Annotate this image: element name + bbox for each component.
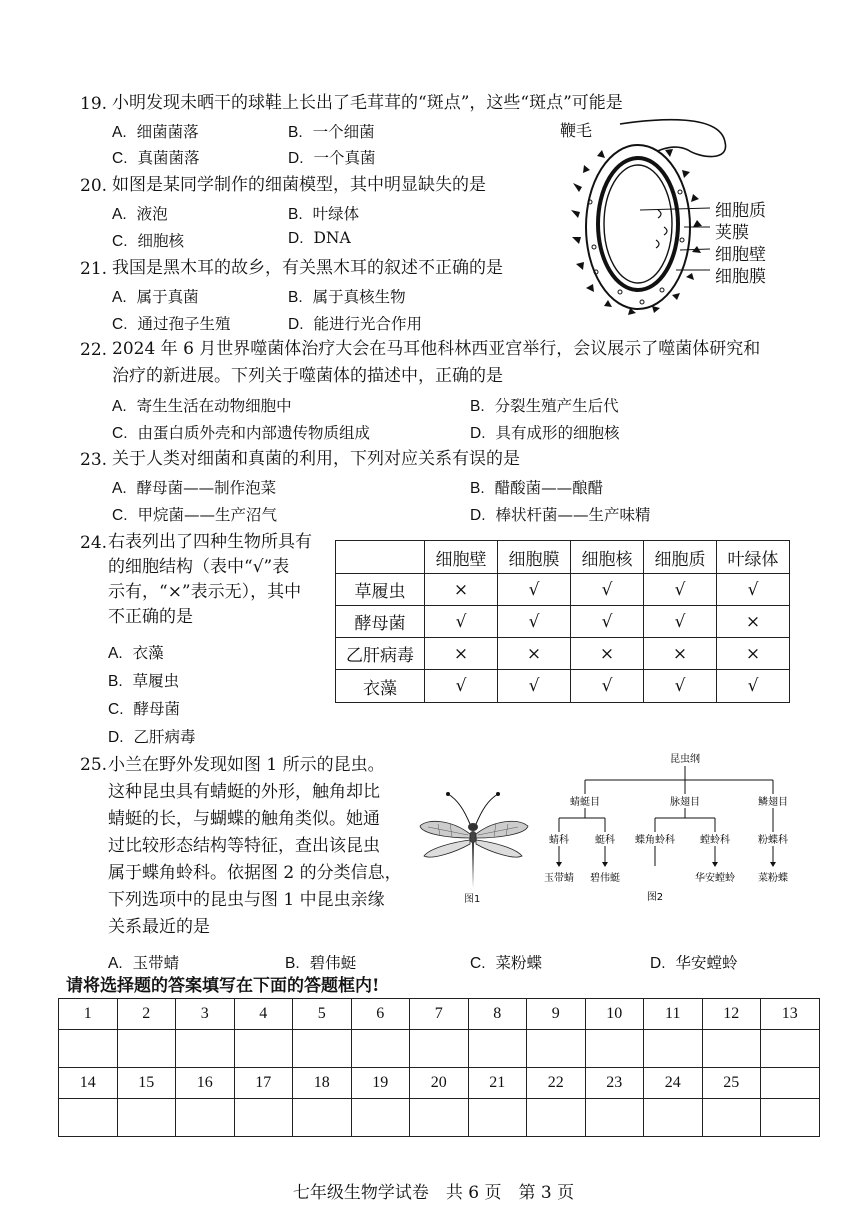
answer-number: 14 bbox=[59, 1068, 118, 1099]
table-header-cell bbox=[336, 541, 425, 574]
classification-tree-diagram bbox=[535, 750, 805, 905]
q19-number: 19. bbox=[80, 94, 108, 114]
answer-number: 24 bbox=[644, 1068, 703, 1099]
q23-option-d: D. 棒状杆菌——生产味精 bbox=[470, 506, 651, 524]
tree-family: 螳蛉科 bbox=[700, 835, 730, 846]
cytoplasm-label: 细胞质 bbox=[715, 201, 766, 221]
q22-text-line1: 2024 年 6 月世界噬菌体治疗大会在马耳他科林西亚宫举行，会议展示了噬菌体研究和 bbox=[112, 339, 761, 359]
q21-number: 21. bbox=[80, 259, 108, 279]
q20-option-c: C. 细胞核 bbox=[112, 232, 185, 250]
tree-species: 碧伟蜓 bbox=[590, 873, 620, 884]
answer-cell[interactable] bbox=[527, 1099, 586, 1137]
q22-text-line2: 治疗的新进展。下列关于噬菌体的描述中，正确的是 bbox=[112, 366, 503, 386]
tree-family: 蜓科 bbox=[595, 835, 615, 846]
answer-number bbox=[761, 1068, 820, 1099]
answer-cell[interactable] bbox=[527, 1030, 586, 1068]
answer-number: 7 bbox=[410, 999, 469, 1030]
q21-option-c: C. 通过孢子生殖 bbox=[112, 315, 231, 333]
q21-option-d: D. 能进行光合作用 bbox=[288, 315, 423, 333]
tree-root: 昆虫纲 bbox=[670, 754, 700, 765]
q22-option-b: B. 分裂生殖产生后代 bbox=[470, 397, 619, 415]
table-cell: 草履虫 bbox=[336, 574, 425, 606]
answer-cell[interactable] bbox=[117, 1030, 176, 1068]
table-cell: √ bbox=[498, 606, 571, 638]
cell-membrane-label: 细胞膜 bbox=[715, 267, 766, 287]
table-row bbox=[336, 606, 790, 638]
bacteria-diagram bbox=[560, 112, 790, 322]
answer-cell[interactable] bbox=[59, 1030, 118, 1068]
q19-option-a: A. 细菌菌落 bbox=[112, 123, 199, 141]
answer-cell[interactable] bbox=[351, 1030, 410, 1068]
q22-option-d: D. 具有成形的细胞核 bbox=[470, 424, 620, 442]
answer-cell[interactable] bbox=[234, 1099, 293, 1137]
answer-cell[interactable] bbox=[761, 1030, 820, 1068]
table-cell: √ bbox=[644, 574, 717, 606]
tree-order: 鳞翅目 bbox=[758, 797, 788, 808]
answer-number: 2 bbox=[117, 999, 176, 1030]
answer-number: 11 bbox=[644, 999, 703, 1030]
table-cell: √ bbox=[644, 606, 717, 638]
q23-option-c: C. 甲烷菌——生产沼气 bbox=[112, 506, 278, 524]
table-row bbox=[336, 574, 790, 606]
q19-option-c: C. 真菌菌落 bbox=[112, 149, 200, 167]
capsule-label: 荚膜 bbox=[715, 223, 749, 243]
answer-cell[interactable] bbox=[702, 1099, 761, 1137]
answer-grid bbox=[58, 998, 820, 1137]
q22-number: 22. bbox=[80, 340, 108, 360]
answer-cell[interactable] bbox=[410, 1099, 469, 1137]
q24-option-a: A. 衣藻 bbox=[108, 644, 164, 662]
answer-blank-row bbox=[59, 1099, 820, 1137]
answer-number: 23 bbox=[585, 1068, 644, 1099]
q20-option-a: A. 液泡 bbox=[112, 205, 168, 223]
answer-number: 13 bbox=[761, 999, 820, 1030]
answer-number: 3 bbox=[176, 999, 235, 1030]
flagellum-label: 鞭毛 bbox=[560, 121, 593, 140]
tree-species: 华安螳蛉 bbox=[695, 873, 735, 884]
table-cell: √ bbox=[498, 670, 571, 703]
cell-structure-table bbox=[335, 540, 790, 703]
table-cell: √ bbox=[425, 606, 498, 638]
table-header-cell: 细胞壁 bbox=[425, 541, 498, 574]
q25-option-b: B. 碧伟蜓 bbox=[285, 954, 357, 972]
table-cell: × bbox=[717, 606, 790, 638]
answer-number: 6 bbox=[351, 999, 410, 1030]
answer-number: 18 bbox=[293, 1068, 352, 1099]
figure-1-caption: 图1 bbox=[464, 894, 481, 905]
table-cell: 酵母菌 bbox=[336, 606, 425, 638]
table-header-row bbox=[336, 541, 790, 574]
q25-option-a: A. 玉带蜻 bbox=[108, 954, 180, 972]
table-cell: √ bbox=[571, 574, 644, 606]
q23-option-b: B. 醋酸菌——酿醋 bbox=[470, 479, 604, 497]
answer-cell[interactable] bbox=[234, 1030, 293, 1068]
answer-number: 4 bbox=[234, 999, 293, 1030]
table-cell: √ bbox=[425, 670, 498, 703]
answer-cell[interactable] bbox=[176, 1030, 235, 1068]
answer-number: 25 bbox=[702, 1068, 761, 1099]
table-cell: × bbox=[717, 638, 790, 670]
answer-cell[interactable] bbox=[468, 1030, 527, 1068]
answer-number: 12 bbox=[702, 999, 761, 1030]
q24-text: 右表列出了四种生物所具有 的细胞结构（表中“√”表 示有，“×”表示无），其中 不正确的是 bbox=[108, 532, 312, 627]
q22-option-a: A. 寄生生活在动物细胞中 bbox=[112, 397, 292, 415]
q23-text: 关于人类对细菌和真菌的利用，下列对应关系有误的是 bbox=[112, 449, 520, 469]
answer-number: 20 bbox=[410, 1068, 469, 1099]
figure-2-classification-tree bbox=[535, 750, 805, 905]
tree-species: 菜粉蝶 bbox=[758, 873, 788, 884]
answer-cell[interactable] bbox=[468, 1099, 527, 1137]
answer-number: 17 bbox=[234, 1068, 293, 1099]
answer-number: 16 bbox=[176, 1068, 235, 1099]
table-cell: √ bbox=[498, 574, 571, 606]
antlion-insect-icon bbox=[418, 790, 530, 890]
table-header-cell: 细胞质 bbox=[644, 541, 717, 574]
table-row bbox=[336, 638, 790, 670]
answer-number: 22 bbox=[527, 1068, 586, 1099]
table-cell: 乙肝病毒 bbox=[336, 638, 425, 670]
figure-2-caption: 图2 bbox=[646, 892, 664, 903]
q19-option-b: B. 一个细菌 bbox=[288, 123, 375, 141]
table-row bbox=[336, 670, 790, 703]
table-cell: × bbox=[425, 574, 498, 606]
table-cell: √ bbox=[571, 670, 644, 703]
tree-family: 蜻科 bbox=[549, 835, 569, 846]
q21-option-a: A. 属于真菌 bbox=[112, 288, 199, 306]
answer-cell[interactable] bbox=[293, 1030, 352, 1068]
q24-option-d: D. 乙肝病毒 bbox=[108, 728, 196, 746]
answer-number: 5 bbox=[293, 999, 352, 1030]
answer-cell[interactable] bbox=[176, 1099, 235, 1137]
q23-number: 23. bbox=[80, 450, 108, 470]
q21-text: 我国是黑木耳的故乡，有关黑木耳的叙述不正确的是 bbox=[112, 258, 503, 278]
page-footer: 七年级生物学试卷 共 6 页 第 3 页 bbox=[292, 1183, 575, 1203]
table-cell: √ bbox=[717, 670, 790, 703]
answer-instruction: 请将选择题的答案填写在下面的答题框内! bbox=[66, 976, 380, 996]
answer-number: 8 bbox=[468, 999, 527, 1030]
q25-text: 小兰在野外发现如图 1 所示的昆虫。 这种昆虫具有蜻蜓的外形，触角却比 蜻蜓的长，与蝴蝶的触角类似。她通 过比较形态结构等特征，查出该昆虫 属于蝶角蛉科。依据图 2 的分类信息， 下列选项中的昆虫与图 1 中昆虫亲缘 关系最近的是 bbox=[108, 755, 402, 937]
q20-number: 20. bbox=[80, 176, 108, 196]
answer-number: 19 bbox=[351, 1068, 410, 1099]
answer-cell[interactable] bbox=[117, 1099, 176, 1137]
answer-cell[interactable] bbox=[410, 1030, 469, 1068]
answer-cell[interactable] bbox=[702, 1030, 761, 1068]
table-cell: × bbox=[644, 638, 717, 670]
q21-option-b: B. 属于真核生物 bbox=[288, 288, 406, 306]
cell-wall-label: 细胞壁 bbox=[715, 245, 766, 265]
table-header-cell: 细胞膜 bbox=[498, 541, 571, 574]
table-cell: √ bbox=[644, 670, 717, 703]
answer-number-row bbox=[59, 999, 820, 1030]
tree-order: 脉翅目 bbox=[670, 797, 700, 808]
figure-1-insect bbox=[418, 790, 530, 910]
table-cell: √ bbox=[717, 574, 790, 606]
answer-blank-row bbox=[59, 1030, 820, 1068]
tree-family: 粉蝶科 bbox=[758, 835, 788, 846]
tree-family: 蝶角蛉科 bbox=[635, 835, 675, 846]
table-cell: × bbox=[571, 638, 644, 670]
tree-order: 蜻蜓目 bbox=[570, 797, 600, 808]
answer-number: 9 bbox=[527, 999, 586, 1030]
answer-cell[interactable] bbox=[644, 1030, 703, 1068]
table-header-cell: 细胞核 bbox=[571, 541, 644, 574]
answer-number: 21 bbox=[468, 1068, 527, 1099]
answer-number: 1 bbox=[59, 999, 118, 1030]
q20-option-b: B. 叶绿体 bbox=[288, 205, 360, 223]
q25-option-c: C. 菜粉蝶 bbox=[470, 954, 543, 972]
table-cell: × bbox=[498, 638, 571, 670]
q25-option-d: D. 华安螳蛉 bbox=[650, 954, 738, 972]
q25-number: 25. bbox=[80, 755, 108, 775]
answer-cell[interactable] bbox=[585, 1030, 644, 1068]
answer-cell[interactable] bbox=[59, 1099, 118, 1137]
answer-cell[interactable] bbox=[644, 1099, 703, 1137]
table-cell: 衣藻 bbox=[336, 670, 425, 703]
q24-option-c: C. 酵母菌 bbox=[108, 700, 181, 718]
tree-species: 玉带蜻 bbox=[544, 873, 574, 884]
q19-option-d: D. 一个真菌 bbox=[288, 149, 376, 167]
q19-text: 小明发现未晒干的球鞋上长出了毛茸茸的“斑点”，这些“斑点”可能是 bbox=[112, 93, 623, 113]
answer-cell[interactable] bbox=[351, 1099, 410, 1137]
table-cell: × bbox=[425, 638, 498, 670]
answer-cell[interactable] bbox=[293, 1099, 352, 1137]
q22-option-c: C. 由蛋白质外壳和内部遗传物质组成 bbox=[112, 424, 371, 442]
q24-option-b: B. 草履虫 bbox=[108, 672, 180, 690]
answer-cell[interactable] bbox=[761, 1099, 820, 1137]
answer-number: 10 bbox=[585, 999, 644, 1030]
answer-number-row bbox=[59, 1068, 820, 1099]
answer-number: 15 bbox=[117, 1068, 176, 1099]
table-header-cell: 叶绿体 bbox=[717, 541, 790, 574]
q20-option-d: D. DNA bbox=[288, 229, 351, 247]
q24-number: 24. bbox=[80, 533, 108, 553]
answer-cell[interactable] bbox=[585, 1099, 644, 1137]
q20-text: 如图是某同学制作的细菌模型，其中明显缺失的是 bbox=[112, 175, 486, 195]
table-cell: √ bbox=[571, 606, 644, 638]
q23-option-a: A. 酵母菌——制作泡菜 bbox=[112, 479, 277, 497]
